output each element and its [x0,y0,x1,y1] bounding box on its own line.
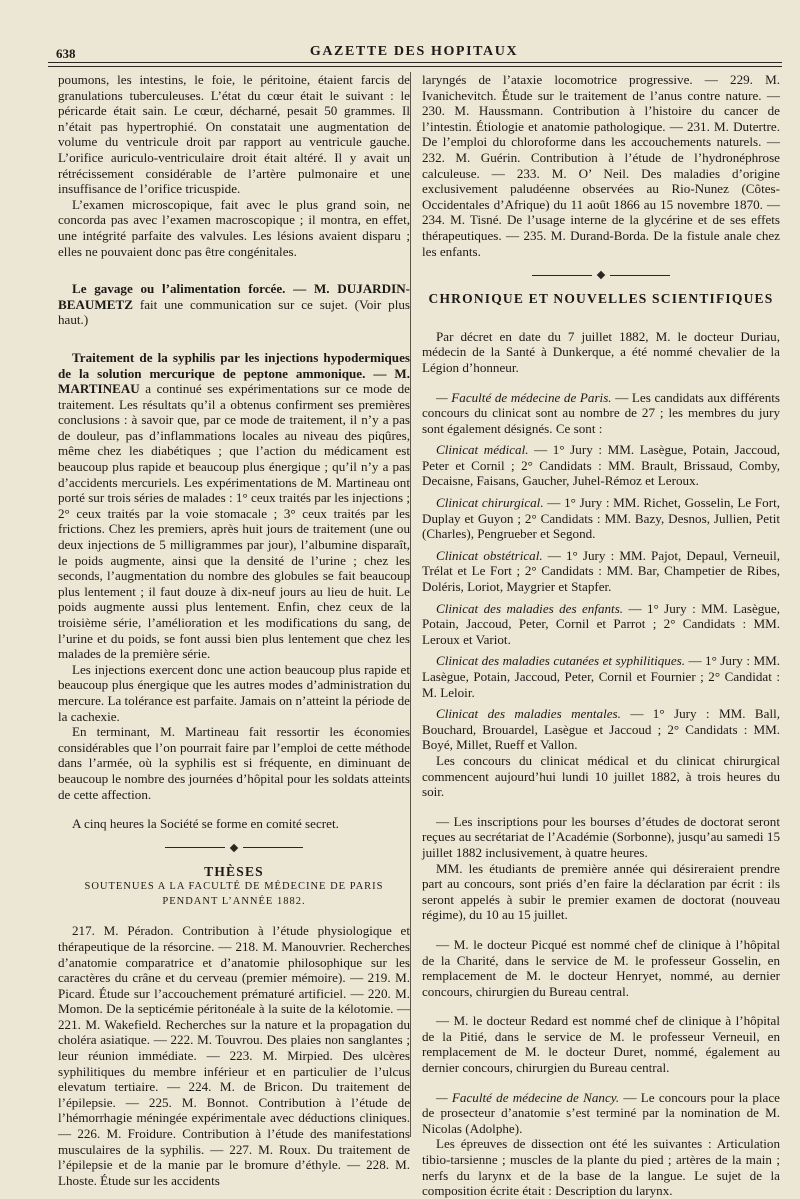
paragraph-decret: Par décret en date du 7 juillet 1882, M. le docteur Duriau, médecin de la Santé à Dunkerque, a été nommé chevalier de la Légion d’honneur. [422,328,780,375]
header-rule [48,62,782,63]
author-martineau: — M. MARTINEAU [58,365,410,397]
paragraph-faculte-nancy [422,1090,780,1137]
clinicat-mentales-text: — 1° Jury : MM. Ball, Bouchard, Brouardel, Lasègue et Jaccoud ; 2° Candidats : MM. Boyé, Millet, Rueff et Vallon. [422,706,780,753]
section-separator [422,269,780,281]
paragraph-faculte-paris [422,390,780,437]
clinicat-obstetrical-heading: Clinicat obstétrical. [436,547,543,563]
paragraph-clinicat-obstetrical [422,548,780,595]
paragraph-clinicat-medical [422,442,780,489]
faculte-paris-heading: — Faculté de médecine de Paris. [436,389,612,405]
paragraph-concours: Les concours du clinicat médical et du clinicat chirurgical commencent aujourd’hui lundi 10 juillet 1882, à trois heures du soir. [422,752,780,800]
paragraph-injections: Les injections exercent donc une action beaucoup plus rapide et beaucoup plus énergique que les autres modes d’administration du mercure. La tolérance est parfaite. Jamais on n’atteint la période de la cachexie. [58,661,410,724]
paragraph-etudiants: MM. les étudiants de première année qui désireraient prendre part au concours, sont priés d’en faire la déclaration par écrit : ils seront appelés à subir le premier examen de doctorat (nouveau régime), du 10 au 15 juillet. [422,860,780,923]
section-separator [58,842,410,854]
column-divider [410,72,411,1137]
theses-title: THÈSES [204,863,264,879]
section-heading-gavage: Le gavage ou l’alimentation forcée. [72,281,286,297]
right-column [422,72,780,1199]
left-column [58,72,410,1188]
faculte-nancy-heading: — Faculté de médecine de Nancy. [436,1089,620,1105]
clinicat-mentales-heading: Clinicat des maladies mentales. [436,706,621,722]
gavage-text: fait une communication sur ce sujet. (Voir plus haut.) [58,296,410,328]
clinicat-chirurgical-heading: Clinicat chirurgical. [436,495,544,511]
paragraph-clinicat-chirurgical [422,495,780,542]
faculte-paris-text: — Les candidats aux différents concours du clinicat sont au nombre de 27 ; les membres du jury sont également désignés. Ce sont : [422,389,780,436]
chronique-title: CHRONIQUE ET NOUVELLES SCIENTIFIQUES [428,291,774,307]
paragraph-clinicat-enfants [422,601,780,648]
section-gavage [58,281,410,328]
traitement-text: a continué ses expérimentations sur ce mode de traitement. Les résultats qu’il a obtenus confirment ses premières conclusions : à savoir que, par ce mode de traitement, il n’y a pas de douleur, pas d’inflammations locales au niveau des piqûres, même chez les diabétiques ; que l’action du médicament est beaucoup plus rapide et beaucoup plus énergique ; qu’il n’y a pas d’accidents mercuriels. Les expérimentations de M. Martineau ont porté sur trois séries de malades : 1° ceux traités par les injections ; 2° ceux traités par la voie stomacale ; 3° ceux traités par les frictions. Chez les premiers, après huit jours de traitement (une ou deux injections de 5 milligrammes par jour), l’albumine disparaît, le poids augmente, ainsi que la densité de l’urine ; chez les seconds, l’augmentation du nombre des globules se fait beaucoup plus lentement ; il faut douze à dix-neuf jours au lieu de huit. Le poids augmente aussi plus lentement. Enfin, chez ceux de la troisième série, l’amélioration et les modifications du sang, de l’urine et du poids, se font aussi bien plus lentement que chez les malades de la première série. [58,381,410,662]
paragraph-clinicat-mentales [422,706,780,753]
clinicat-chirurgical-text: — 1° Jury : MM. Richet, Gosselin, Le Fort, Duplay et Guyon ; 2° Candidats : MM. Bazy, Desnos, Jullien, Petit (Charles), Pengrueber et Segond. [422,495,780,542]
clinicat-obstetrical-text: — 1° Jury : MM. Pajot, Depaul, Verneuil, Trélat et Le Fort ; 2° Candidats : MM. Bar, Champetier de Ribes, Doléris, Loriot, Maygrier et Stapfer. [422,547,780,595]
page-number: 638 [56,46,76,61]
clinicat-enfants-text: — 1° Jury : MM. Lasègue, Potain, Jaccoud, Peter, Cornil et Parrot ; 2° Candidats : MM. Leroux et Variot. [422,600,780,647]
section-heading-traitement: Traitement de la syphilis par les injections hypodermiques de la solution mercurique de peptone ammonique. [58,349,410,381]
paragraph-autopsy: poumons, les intestins, le foie, le péritoine, étaient farcis de granulations tuberculeuses. L’état du cœur était le suivant : le péricarde était sain. Le cœur, décharné, pesait 50 grammes. Il n’était pas hypertrophié. On constatait une augmentation de volume du ventricule droit par rapport au ventricule gauche. L’orifice auriculo-ventriculaire droit était altéré. Il y avait un rétrécissement considérable de l’artère pulmonaire et une insuffisance de l’orifice tricuspide. [58,72,410,197]
faculte-nancy-text: — Le concours pour la place de prosecteur d’anatomie s’est terminé par la nomination de M. Nicolas (Adolphe). [422,1089,780,1136]
paragraph-microscopic-exam: L’examen microscopique, fait avec le plus grand soin, ne concorda pas avec l’examen macroscopique ; il montra, en effet, une intégrité parfaite des valvules. Les lésions avaient disparu ; elles ne pouvaient donc pas être congénitales. [58,196,410,259]
running-title: GAZETTE DES HOPITAUX [309,44,519,59]
theses-subtitle-year: PENDANT L’ANNÉE 1882. [162,896,306,908]
paragraph-clinicat-cutanees [422,653,780,700]
author-dujardin: — M. DUJARDIN-BEAUMETZ [58,281,411,312]
paragraph-terminant: En terminant, M. Martineau fait ressortir les économies considérables que l’on pourrait faire par l’emploi de cette méthode dans l’armée, où la syphilis est si fréquente, en diminuant de beaucoup le nombre des journées d’hôpital pour les soldats atteints de cette affection. [58,724,410,802]
theses-list-continued: laryngés de l’ataxie locomotrice progressive. — 229. M. Ivanichevitch. Étude sur le traitement de l’anus contre nature. — 230. M. Haussmann. Contribution à l’histoire du cancer de l’intestin. Étiologie et anatomie pathologique. — 231. M. Dutertre. De l’emploi du chloroforme dans les accouchements naturels. — 232. M. Guérin. Contribution à l’étude de l’hydronéphrose calculeuse. — 233. M. O’ Neil. Des maladies d’origine exclusivement paludéenne observées au Rio-Nunez (Côtes-Occidentales d’Afrique) du 11 août 1866 au 15 novembre 1870. — 234. M. Tisné. De l’usage interne de la glycérine et de ses effets thérapeutiques. — 235. M. Durand-Borda. De la fistule anale chez les enfants. [422,72,780,259]
section-traitement [58,350,410,662]
paragraph-comite-secret: A cinq heures la Société se forme en comité secret. [72,816,339,832]
clinicat-enfants-heading: Clinicat des maladies des enfants. [436,600,624,616]
clinicat-medical-text: — 1° Jury : MM. Lasègue, Potain, Jaccoud, Peter et Cornil ; 2° Candidats : MM. Brault, Brissaud, Comby, Decaisne, Faisans, Gaucher, Juhel-Rémoz et Leroux. [422,442,781,489]
theses-list: 217. M. Péradon. Contribution à l’étude physiologique et thérapeutique de la résorcine. — 218. M. Manouvrier. Recherches d’anatomie comparatrice et d’anatomie philosophique sur les caractères du crâne et du cerveau (premier mémoire). — 219. M. Picard. Étude sur l’accouchement prématuré artificiel. — 220. M. Momon. De la septicémie péritonéale à la suite de la kélotomie. — 221. M. Wakefield. Recherches sur la nature et la propagation du choléra asiatique. — 222. M. Touvrou. Des plaies non sanglantes ; leur réunion immédiate. — 223. M. Mirpied. Des ulcères syphilitiques du membre inférieur et en particulier de l’ulcus elevatum tertiaire. — 224. M. de Bricon. Du traitement de l’épilepsie. — 225. M. Bonnot. Contribution à l’étude de l’hémorrhagie méningée expérimentale avec déductions cliniques. — 226. M. Froidure. Contribution à l’étude des manifestations musculaires de la syphilis. — 227. M. Roux. Du traitement de l’épilepsie et de la manie par le bromure d’éthyle. — 228. M. Lhoste. Étude sur les accidents [58,923,410,1188]
theses-subtitle: SOUTENUES A LA FACULTÉ DE MÉDECINE DE PARIS [84,881,384,893]
paragraph-redard: — M. le docteur Redard est nommé chef de clinique à l’hôpital de la Pitié, dans le service de M. le professeur Verneuil, en remplacement de M. le docteur Duret, nommé, également au dernier concours, chirurgien du Bureau central. [422,1013,780,1076]
paragraph-picque: — M. le docteur Picqué est nommé chef de clinique à l’hôpital de la Charité, dans le service de M. le professeur Gosselin, en remplacement de M. le docteur Henryet, nommé, au dernier concours, chirurgien du Bureau central. [422,936,780,999]
paragraph-inscriptions: — Les inscriptions pour les bourses d’études de doctorat seront reçues au secrétariat de l’Académie (Sorbonne), jusqu’au samedi 15 juillet 1882 inclusivement, à quatre heures. [422,813,780,860]
clinicat-medical-heading: Clinicat médical. [436,442,529,458]
header-rule-thin [48,66,782,67]
clinicat-cutanees-heading: Clinicat des maladies cutanées et syphilitiques. [436,653,686,669]
clinicat-cutanees-text: — 1° Jury : MM. Lasègue, Potain, Jaccoud, Peter, Cornil et Fournier ; 2° Candidat : M. Leloir. [422,653,780,700]
paragraph-epreuves: Les épreuves de dissection ont été les suivantes : Articulation tibio-tarsienne ; muscles de la plante du pied ; artères de la main ; nerfs du larynx et de la base de la langue. Le sujet de la composition écrite était : Description du larynx. [422,1136,780,1199]
